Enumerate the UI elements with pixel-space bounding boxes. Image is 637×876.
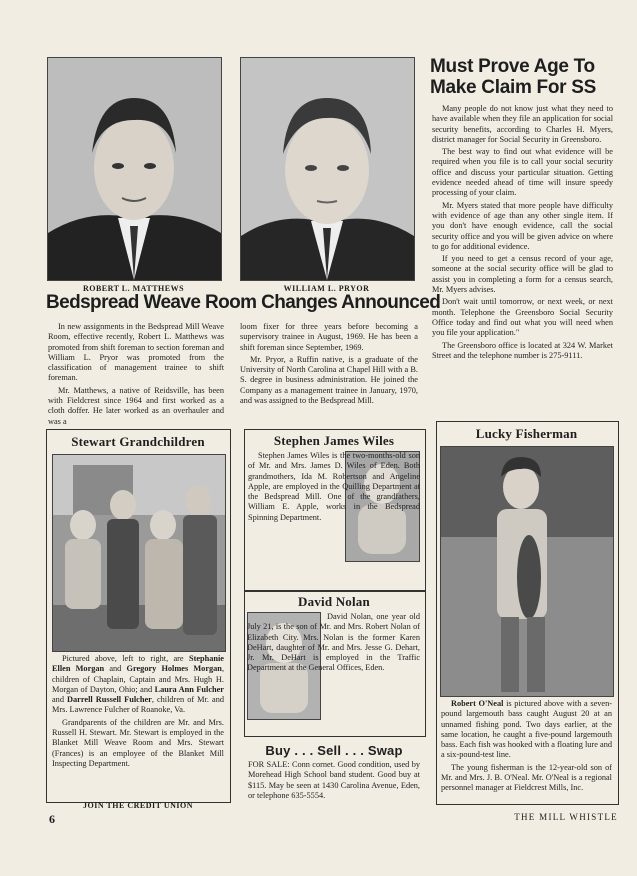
stewart-paragraph: Grandparents of the children are Mr. and Mrs. Russell H. Stewart. Mr. Stewart is employed in the Blanket Mill Weave Room and Mrs. Stewart (Frances) is an employee of the Blanket Mill Inspecting Department. bbox=[52, 717, 224, 768]
stewart-photo bbox=[52, 454, 226, 652]
ss-headline-line2: Make Claim For SS bbox=[430, 77, 596, 98]
weave-col2 bbox=[240, 322, 418, 408]
fisherman-paragraph bbox=[441, 699, 612, 761]
stewart-name: Darrell Russell Fulcher bbox=[67, 695, 152, 705]
stewart-name: Laura Ann Fulcher bbox=[154, 684, 224, 694]
fisherman-photo-image bbox=[441, 447, 613, 696]
credit-union-note: JOIN THE CREDIT UNION bbox=[82, 801, 193, 810]
ss-paragraph: The Greensboro office is located at 324 W. Market Street and the telephone number is 275-9111. bbox=[432, 340, 613, 360]
weave-paragraph: Mr. Matthews, a native of Reidsville, has been with Fieldcrest since 1964 and first worked as a cloth doffer. He later worked as an overhauler and was a bbox=[48, 385, 224, 426]
page-number: 6 bbox=[49, 812, 55, 826]
ss-paragraph: Mr. Myers stated that more people have difficulty with evidence of age than any other single item. If you don't have enough evidence, call the social security office and you will be given advice on where to go for additional evidence. bbox=[432, 200, 613, 251]
ss-headline-line1: Must Prove Age To bbox=[430, 56, 595, 77]
pryor-portrait-image bbox=[241, 58, 414, 280]
matthews-caption: ROBERT L. MATTHEWS bbox=[82, 284, 185, 293]
weave-paragraph: Mr. Pryor, a Ruffin native, is a graduate of the University of North Carolina at Chapel Hill with a B. S. degree in business administration. He joined the Company as a management trainee in January, 1970, and was assigned to the Bedspread Mill. bbox=[240, 354, 418, 406]
wiles-text: Stephen James Wiles is the two-months-old son of Mr. and Mrs. James D. Wiles of Eden. Both grandmothers, Ida M. Robertson and Angeline Apple, are employed in the Quilling Department at the Bedspread Mill. One of the grandfathers, William E. Apple, works in the Bedspread Spinning Department. bbox=[248, 451, 420, 522]
fisherman-paragraph: The young fisherman is the 12-year-old son of Mr. and Mrs. J. B. O'Neal. Mr. O'Neal is a regional personnel manager at Fieldcrest Mills, Inc. bbox=[441, 762, 612, 793]
weave-paragraph: loom fixer for three years before becoming a supervisory trainee in August, 1969. He has been a shift foreman since September, 1969. bbox=[240, 322, 418, 352]
weave-col1 bbox=[48, 322, 224, 429]
fisherman-body-text: is pictured above with a seven-pound largemouth bass caught August 20 at an unnamed fishing pond. Two days earlier, at the same location, he caught a five-pound largemouth bass. Each fish was hooked with a floating lure and a six-pound-test line. bbox=[441, 699, 613, 760]
nolan-heading: David Nolan bbox=[298, 594, 370, 609]
pryor-caption: WILLIAM L. PRYOR bbox=[283, 284, 370, 293]
ss-paragraph: The best way to find out what evidence will be required when you file is to call your social security office and discuss your particular situation. Getting evidence needed ahead of time will insure speedy processing of your claim. bbox=[432, 147, 613, 198]
fisherman-name: Robert O'Neal bbox=[451, 699, 504, 708]
ss-paragraph: Don't wait until tomorrow, or next week, or next month. Telephone the Greensboro Social Security Office today and find out what you will need when you file your application." bbox=[432, 297, 613, 338]
stewart-lead: Pictured above, left to right, are bbox=[62, 654, 184, 663]
stewart-body-text: and bbox=[104, 664, 127, 674]
ss-headline bbox=[430, 56, 630, 98]
stewart-body-text: , children of Mr. and Mrs. Lawrence Fulcher of Roanoke, Va. bbox=[52, 695, 224, 715]
fisherman-heading: Lucky Fisherman bbox=[475, 426, 578, 441]
nolan-text: David Nolan, one year old July 21, is the son of Mr. and Mrs. Robert Nolan of Elizabeth City. Mrs. Nolan is the former Karen DeHart, daughter of Mr. and Mrs. Jesse G. Dehart, Jr. Mr. DeHart is employed in the Traffic Department at the General Offices, Eden. bbox=[247, 612, 420, 673]
matthews-portrait bbox=[47, 57, 222, 281]
stewart-text bbox=[52, 654, 224, 771]
fisherman-photo bbox=[440, 446, 614, 697]
swap-text: FOR SALE: Conn cornet. Good condition, used by Morehead High School band student. Good buy at $115. May be seen at 1430 Carolina Avenue, Eden, or telephone 635-5554. bbox=[248, 760, 420, 800]
wiles-heading: Stephen James Wiles bbox=[273, 433, 395, 448]
stewart-paragraph bbox=[52, 654, 224, 716]
ss-paragraph: If you need to get a census record of your age, someone at the social security office will be glad to assist you in completing a form for a census search, Mr. Myers advises. bbox=[432, 254, 613, 295]
pryor-portrait bbox=[240, 57, 415, 281]
weave-headline: Bedspread Weave Room Changes Announced bbox=[46, 292, 441, 313]
fisherman-text bbox=[441, 699, 612, 796]
stewart-photo-image bbox=[53, 455, 225, 651]
stewart-body-text: and bbox=[52, 695, 68, 705]
publication-name: THE MILL WHISTLE bbox=[514, 812, 618, 822]
swap-heading: Buy . . . Sell . . . Swap bbox=[265, 743, 403, 758]
matthews-portrait-image bbox=[48, 58, 221, 280]
stewart-heading: Stewart Grandchildren bbox=[71, 434, 205, 449]
weave-paragraph: In new assignments in the Bedspread Mill Weave Room, effective recently, Robert L. Matthews was promoted from shift foreman to section foreman and William L. Pryor was promoted from the classification of management trainee to shift foreman. bbox=[48, 322, 224, 383]
stewart-body-text: , children of Chaplain, Captain and Mrs. Hugh H. Morgan of Dayton, Ohio; and bbox=[52, 664, 225, 694]
stewart-name: Gregory Holmes Morgan bbox=[126, 664, 222, 674]
ss-article-body bbox=[432, 104, 613, 363]
ss-paragraph: Many people do not know just what they need to have available when they file an application for social security benefits, according to Charles H. Myers, district manager for Social Security in Greensboro. bbox=[432, 104, 613, 144]
stewart-name: Stephanie Ellen Morgan bbox=[52, 654, 224, 674]
